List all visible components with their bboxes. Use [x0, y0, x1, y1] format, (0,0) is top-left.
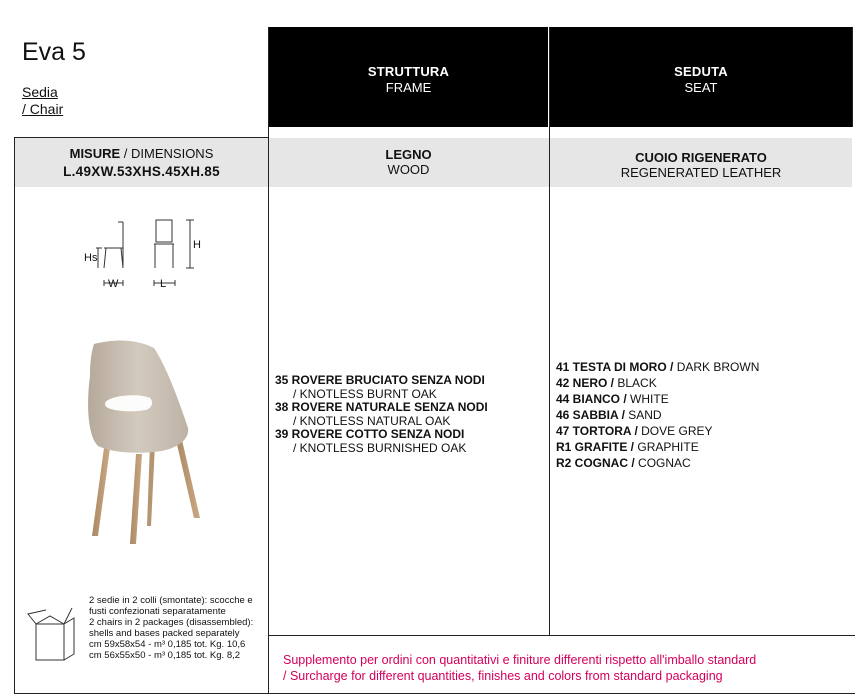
- chair-image: [58, 336, 230, 551]
- dimensions-cell: [15, 146, 268, 179]
- divider: [268, 27, 269, 694]
- finish-item-en: / KNOTLESS NATURAL OAK: [293, 413, 451, 428]
- color-item: 47 TORTORA / DOVE GREY: [556, 424, 713, 438]
- surcharge-en: / Surcharge for different quantities, finishes and colors from standard packaging: [283, 669, 723, 683]
- divider: [852, 27, 853, 127]
- finish-item-en: / KNOTLESS BURNISHED OAK: [293, 440, 467, 455]
- product-name: Eva 5: [22, 38, 86, 66]
- product-type: [22, 84, 63, 118]
- finish-item: 35 ROVERE BRUCIATO SENZA NODI: [275, 373, 485, 387]
- finish-item: 39 ROVERE COTTO SENZA NODI: [275, 427, 465, 441]
- seat-material-en: REGENERATED LEATHER: [620, 165, 782, 180]
- frame-finishes: [275, 374, 545, 455]
- package-icon: [26, 606, 78, 664]
- divider: [14, 137, 15, 694]
- seat-material-it: CUOIO RIGENERATO: [635, 150, 767, 165]
- dimensions-label-it: MISURE: [69, 146, 121, 161]
- color-item: 41 TESTA DI MORO / DARK BROWN: [556, 360, 760, 374]
- dimensions-value: L.49XW.53XHS.45XH.85: [63, 164, 220, 179]
- diagram-label-hs: Hs: [84, 252, 98, 264]
- surcharge-note: [283, 652, 848, 684]
- color-item: 46 SABBIA / SAND: [556, 408, 662, 422]
- divider: [14, 693, 855, 694]
- finish-item: 38 ROVERE NATURALE SENZA NODI: [275, 400, 488, 414]
- frame-header-it: STRUTTURA: [367, 64, 450, 79]
- frame-material-en: WOOD: [387, 162, 430, 177]
- diagram-label-l: L: [160, 278, 167, 290]
- product-type-en: / Chair: [22, 101, 64, 117]
- diagram-label-h: H: [193, 239, 201, 251]
- packaging-info: [89, 595, 265, 661]
- dimensions-label-en: / DIMENSIONS: [123, 146, 214, 161]
- seat-header-en: SEAT: [684, 80, 718, 95]
- chair-legs: [92, 440, 200, 544]
- product-type-it: Sedia: [22, 84, 58, 100]
- frame-header: [269, 27, 548, 127]
- frame-material-cell: [269, 147, 548, 177]
- divider: [14, 137, 268, 138]
- frame-material-it: LEGNO: [385, 147, 432, 162]
- divider: [268, 635, 855, 636]
- surcharge-it: Supplemento per ordini con quantitativi e finiture differenti rispetto all'imballo standard: [283, 653, 757, 667]
- dimensions-diagram: [80, 214, 210, 294]
- diagram-label-w: W: [108, 278, 119, 290]
- divider: [549, 27, 550, 635]
- finish-item-en: / KNOTLESS BURNT OAK: [293, 386, 437, 401]
- color-item: 44 BIANCO / WHITE: [556, 392, 669, 406]
- packaging-pack2: cm 56x55x50 - m³ 0,185 tot. Kg. 8,2: [89, 650, 241, 661]
- seat-header: [550, 27, 852, 127]
- seat-colors: [556, 359, 846, 471]
- color-item: R2 COGNAC / COGNAC: [556, 456, 691, 470]
- diagram-front-back: [156, 220, 172, 242]
- color-item: 42 NERO / BLACK: [556, 376, 657, 390]
- packaging-pack1: cm 59x58x54 - m³ 0,185 tot. Kg. 10,6: [89, 639, 246, 650]
- frame-header-en: FRAME: [385, 80, 432, 95]
- seat-material-cell: [550, 150, 852, 180]
- seat-header-it: SEDUTA: [674, 64, 728, 79]
- color-item: R1 GRAFITE / GRAPHITE: [556, 440, 699, 454]
- packaging-en: 2 chairs in 2 packages (disassembled): shells and bases packed separately: [89, 617, 254, 639]
- packaging-it: 2 sedie in 2 colli (smontate): scocche e fusti confezionati separatamente: [89, 595, 253, 617]
